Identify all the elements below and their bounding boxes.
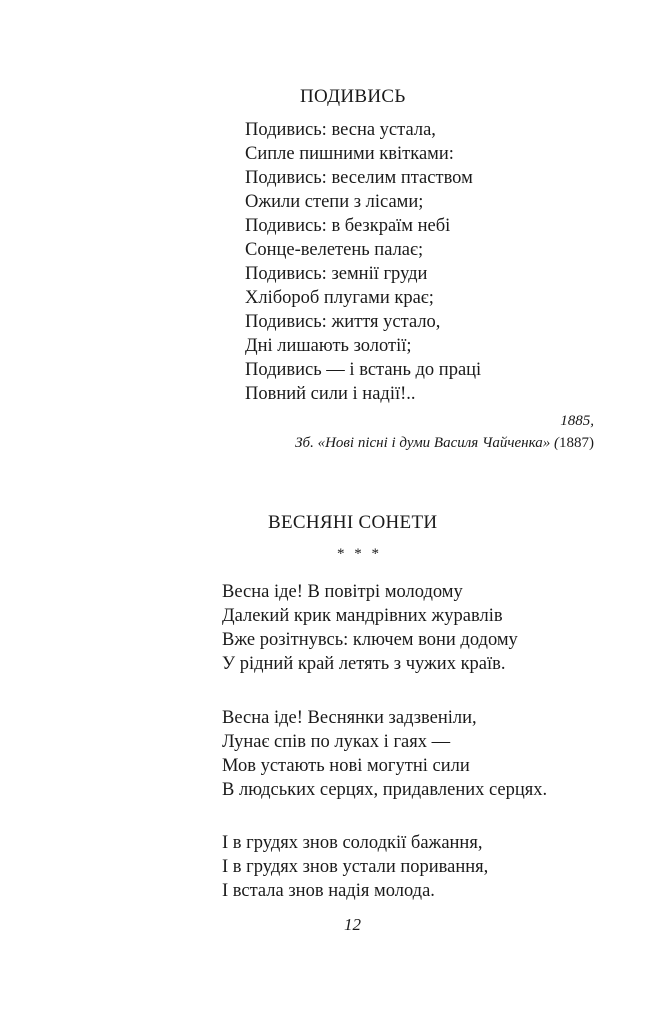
poem-title: ВЕСНЯНІ СОНЕТИ xyxy=(268,512,438,533)
poem-line: В людських серцях, придавлених серцях. xyxy=(222,780,548,800)
poem-date: 1885, xyxy=(560,413,594,429)
source-paren: ) xyxy=(589,435,594,451)
poem-line: Подивись: в безкраїм небі xyxy=(245,216,451,236)
poem-title: ПОДИВИСЬ xyxy=(300,86,406,107)
poem-line: Дні лишають золотії; xyxy=(245,336,412,356)
poem-line: Лунає спів по луках і гаях — xyxy=(222,732,451,752)
poem-line: Сипле пишними квітками: xyxy=(245,144,454,164)
poem-line: І в грудях знов солодкії бажання, xyxy=(222,833,483,853)
poem-source xyxy=(295,432,594,454)
poem-line: У рідний край летять з чужих країв. xyxy=(222,654,506,674)
poem-line: Подивись: земнії груди xyxy=(245,264,428,284)
poem-stanza xyxy=(245,118,481,406)
asterism: * * * xyxy=(337,546,382,562)
page-number: 12 xyxy=(344,915,361,934)
poem-line: Весна іде! В повітрі молодому xyxy=(222,582,463,602)
source-year: 1887 xyxy=(559,435,589,451)
poem-line: Подивись: життя устало, xyxy=(245,312,441,332)
poem-stanza xyxy=(222,706,547,802)
poem-line: Подивись: веселим птаством xyxy=(245,168,473,188)
poem-line: І встала знов надія молода. xyxy=(222,881,435,901)
poem-line: Сонце-велетень палає; xyxy=(245,240,424,260)
poem-line: Повний сили і надії!.. xyxy=(245,384,416,404)
poem-stanza xyxy=(222,580,518,676)
poem-line: І в грудях знов устали поривання, xyxy=(222,857,489,877)
poem-line: Весна іде! Веснянки задзвеніли, xyxy=(222,708,477,728)
poem-stanza xyxy=(222,831,488,903)
source-title: Зб. «Нові пісні і думи Василя Чайченка» ( xyxy=(295,435,559,451)
poem-line: Далекий крик мандрівних журавлів xyxy=(222,606,503,626)
poem-line: Вже розітнувсь: ключем вони додому xyxy=(222,630,518,650)
poem-line: Подивись — і встань до праці xyxy=(245,360,482,380)
poem-line: Хлібороб плугами крає; xyxy=(245,288,434,308)
poem-line: Подивись: весна устала, xyxy=(245,120,436,140)
poem-line: Мов устають нові могутні сили xyxy=(222,756,470,776)
poem-line: Ожили степи з лісами; xyxy=(245,192,424,212)
